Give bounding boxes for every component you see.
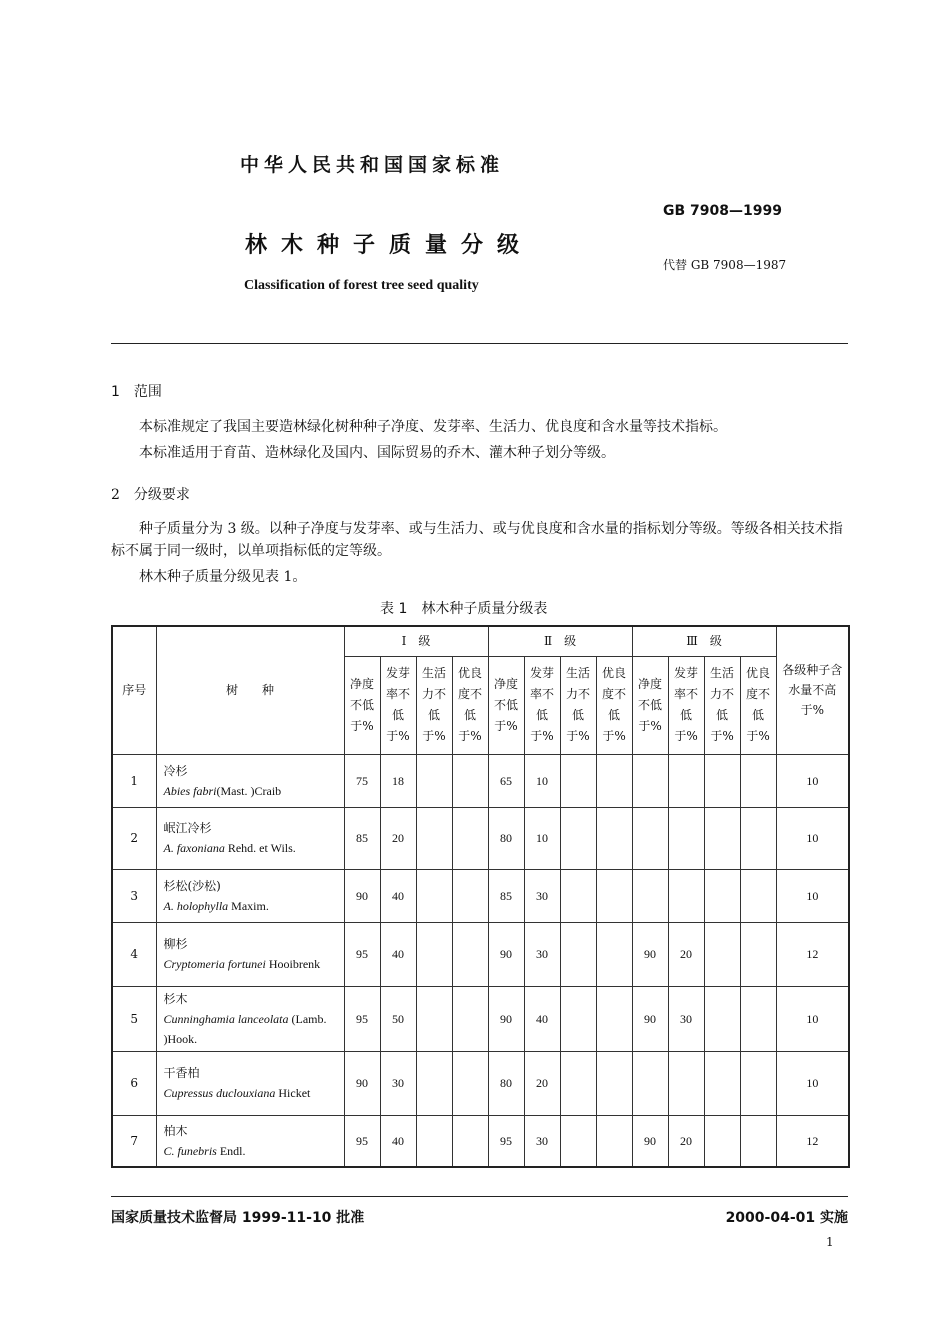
- value-cell: [560, 807, 596, 869]
- species-chinese: 杉木: [163, 991, 188, 1006]
- paragraph: 种子质量分为 3 级。以种子净度与发芽率、或与生活力、或与优良度和含水量的指标划分等级。等级各相关技术指标不属于同一级时，以单项指标低的定等级。: [111, 521, 843, 559]
- approval-line: 国家质量技术监督局 1999-11-10 批准: [111, 1210, 365, 1226]
- species-cell: [156, 1051, 344, 1115]
- value-cell: [740, 1115, 776, 1167]
- header-subcol: 净度不低于%: [344, 656, 380, 754]
- species-latin-author: (Lamb. )Hook.: [163, 1011, 327, 1046]
- page-number: 1: [826, 1235, 834, 1249]
- species-latin-italic: Cupressus duclouxiana: [163, 1086, 276, 1100]
- header-subcol: 优良度不低于%: [740, 656, 776, 754]
- value-cell: [668, 807, 704, 869]
- header-subcol: 优良度不低于%: [452, 656, 488, 754]
- species-cell: [156, 922, 344, 986]
- value-cell: [704, 922, 740, 986]
- value-cell: [668, 754, 704, 807]
- value-cell: [740, 754, 776, 807]
- value-cell: 85: [488, 869, 524, 922]
- value-cell: [596, 869, 632, 922]
- value-cell: 20: [668, 1115, 704, 1167]
- value-cell: [560, 986, 596, 1051]
- species-cell: [156, 869, 344, 922]
- value-cell: [560, 754, 596, 807]
- value-cell: [596, 807, 632, 869]
- value-cell: [416, 869, 452, 922]
- header-subcol: 优良度不低于%: [596, 656, 632, 754]
- value-cell: [704, 986, 740, 1051]
- value-cell: [452, 922, 488, 986]
- species-chinese: 岷江冷杉: [163, 821, 212, 835]
- moisture-cell: 10: [776, 869, 849, 922]
- value-cell: [416, 1051, 452, 1115]
- species-chinese: 干香柏: [163, 1066, 200, 1080]
- value-cell: [704, 1051, 740, 1115]
- document-title-english: Classification of forest tree seed quality: [244, 278, 479, 293]
- moisture-cell: 12: [776, 922, 849, 986]
- species-latin-author: Maxim.: [228, 898, 269, 913]
- effective-date: 2000-04-01 实施: [725, 1210, 848, 1226]
- header-subcol: 发芽率不低于%: [524, 656, 560, 754]
- species-chinese: 杉松(沙松): [163, 878, 221, 893]
- value-cell: 65: [488, 754, 524, 807]
- table-row: [112, 986, 849, 1051]
- value-cell: 30: [524, 1115, 560, 1167]
- header-subcol: 净度不低于%: [488, 656, 524, 754]
- moisture-cell: 10: [776, 986, 849, 1051]
- value-cell: [452, 807, 488, 869]
- value-cell: [560, 922, 596, 986]
- value-cell: [452, 869, 488, 922]
- value-cell: 10: [524, 807, 560, 869]
- value-cell: 75: [344, 754, 380, 807]
- value-cell: 90: [632, 1115, 668, 1167]
- standard-code: GB 7908—1999: [663, 203, 782, 219]
- value-cell: [704, 869, 740, 922]
- value-cell: [632, 807, 668, 869]
- value-cell: [452, 754, 488, 807]
- species-latin-author: Hicket: [275, 1086, 311, 1100]
- row-number: 3: [112, 869, 156, 922]
- species-latin-author: Endl.: [216, 1143, 246, 1158]
- value-cell: [704, 754, 740, 807]
- row-number: 7: [112, 1115, 156, 1167]
- species-latin-italic: C. funebris: [163, 1143, 217, 1158]
- header-moisture: 各级种子含水量不高于%: [776, 626, 849, 754]
- paragraph: 本标准适用于育苗、造林绿化及国内、国际贸易的乔木、灌木种子划分等级。: [139, 445, 615, 461]
- table-row: [112, 1051, 849, 1115]
- value-cell: [632, 754, 668, 807]
- value-cell: [740, 1051, 776, 1115]
- value-cell: [560, 1115, 596, 1167]
- species-chinese: 柏木: [163, 1123, 188, 1138]
- value-cell: [416, 754, 452, 807]
- value-cell: 95: [344, 1115, 380, 1167]
- table-row: [112, 869, 849, 922]
- value-cell: 20: [668, 922, 704, 986]
- footer-divider: [111, 1196, 848, 1197]
- section-heading: 1 范围: [111, 384, 162, 400]
- value-cell: [740, 986, 776, 1051]
- species-latin-italic: A. faxoniana: [163, 841, 225, 855]
- value-cell: 80: [488, 807, 524, 869]
- value-cell: [632, 869, 668, 922]
- value-cell: 85: [344, 807, 380, 869]
- value-cell: 10: [524, 754, 560, 807]
- header-divider: [111, 343, 848, 344]
- row-number: 1: [112, 754, 156, 807]
- value-cell: [452, 1051, 488, 1115]
- value-cell: 90: [344, 869, 380, 922]
- value-cell: 40: [524, 986, 560, 1051]
- moisture-cell: 10: [776, 807, 849, 869]
- table-row: [112, 1115, 849, 1167]
- value-cell: 20: [380, 807, 416, 869]
- value-cell: [740, 869, 776, 922]
- value-cell: [668, 869, 704, 922]
- table-row: [112, 922, 849, 986]
- value-cell: [416, 807, 452, 869]
- value-cell: 40: [380, 1115, 416, 1167]
- value-cell: 95: [344, 986, 380, 1051]
- species-chinese: 柳杉: [163, 937, 188, 951]
- value-cell: [416, 986, 452, 1051]
- value-cell: [452, 986, 488, 1051]
- species-latin-italic: Cunninghamia lanceolata: [163, 1011, 289, 1026]
- header-subcol: 发芽率不低于%: [380, 656, 416, 754]
- paragraph: 林木种子质量分级见表 1。: [139, 569, 307, 585]
- section-heading: 2 分级要求: [111, 487, 190, 503]
- moisture-cell: 10: [776, 754, 849, 807]
- value-cell: [416, 1115, 452, 1167]
- species-latin-author: Hooibrenk: [265, 957, 321, 971]
- value-cell: 90: [488, 986, 524, 1051]
- value-cell: 95: [488, 1115, 524, 1167]
- table-caption: 表 1 林木种子质量分级表: [380, 601, 548, 617]
- value-cell: 40: [380, 869, 416, 922]
- value-cell: [596, 922, 632, 986]
- species-latin-italic: A. holophylla: [163, 898, 229, 913]
- moisture-cell: 12: [776, 1115, 849, 1167]
- header-level: Ⅲ 级: [632, 626, 776, 656]
- value-cell: [416, 922, 452, 986]
- table-row: [112, 807, 849, 869]
- row-number: 2: [112, 807, 156, 869]
- value-cell: 95: [344, 922, 380, 986]
- species-latin-italic: Cryptomeria fortunei: [163, 957, 266, 971]
- value-cell: 18: [380, 754, 416, 807]
- value-cell: 90: [488, 922, 524, 986]
- value-cell: 30: [524, 869, 560, 922]
- value-cell: 90: [632, 922, 668, 986]
- value-cell: 20: [524, 1051, 560, 1115]
- header-subcol: 发芽率不低于%: [668, 656, 704, 754]
- header-level: Ⅱ 级: [488, 626, 632, 656]
- value-cell: [704, 807, 740, 869]
- species-chinese: 冷杉: [163, 763, 188, 778]
- table-row: [112, 754, 849, 807]
- value-cell: [740, 922, 776, 986]
- value-cell: 50: [380, 986, 416, 1051]
- species-latin-author: (Mast. )Craib: [216, 783, 282, 798]
- value-cell: [560, 1051, 596, 1115]
- seed-quality-table: [111, 625, 850, 1168]
- header-subcol: 净度不低于%: [632, 656, 668, 754]
- value-cell: 30: [668, 986, 704, 1051]
- replaces-code: 代替 GB 7908—1987: [663, 258, 787, 272]
- value-cell: 40: [380, 922, 416, 986]
- value-cell: [632, 1051, 668, 1115]
- value-cell: [596, 754, 632, 807]
- paragraph: 本标准规定了我国主要造林绿化树种种子净度、发芽率、生活力、优良度和含水量等技术指标。: [139, 419, 727, 435]
- header-subcol: 生活力不低于%: [704, 656, 740, 754]
- value-cell: 80: [488, 1051, 524, 1115]
- value-cell: [668, 1051, 704, 1115]
- species-cell: [156, 754, 344, 807]
- value-cell: 90: [632, 986, 668, 1051]
- value-cell: [596, 1051, 632, 1115]
- species-latin-author: Rehd. et Wils.: [224, 841, 296, 855]
- species-cell: [156, 986, 344, 1051]
- document-title: 林木种子质量分级: [245, 233, 534, 258]
- value-cell: 30: [524, 922, 560, 986]
- value-cell: 30: [380, 1051, 416, 1115]
- header-species: 树 种: [156, 626, 344, 754]
- value-cell: [560, 869, 596, 922]
- header-subcol: 生活力不低于%: [560, 656, 596, 754]
- value-cell: [740, 807, 776, 869]
- national-standard-label: 中华人民共和国国家标准: [240, 154, 505, 176]
- header-subcol: 生活力不低于%: [416, 656, 452, 754]
- species-latin-italic: Abies fabri: [163, 783, 217, 798]
- species-cell: [156, 1115, 344, 1167]
- row-number: 6: [112, 1051, 156, 1115]
- row-number: 4: [112, 922, 156, 986]
- row-number: 5: [112, 986, 156, 1051]
- value-cell: [452, 1115, 488, 1167]
- value-cell: [596, 1115, 632, 1167]
- value-cell: 90: [344, 1051, 380, 1115]
- value-cell: [596, 986, 632, 1051]
- header-level: Ⅰ 级: [344, 626, 488, 656]
- value-cell: [704, 1115, 740, 1167]
- header-no: 序号: [112, 626, 156, 754]
- moisture-cell: 10: [776, 1051, 849, 1115]
- species-cell: [156, 807, 344, 869]
